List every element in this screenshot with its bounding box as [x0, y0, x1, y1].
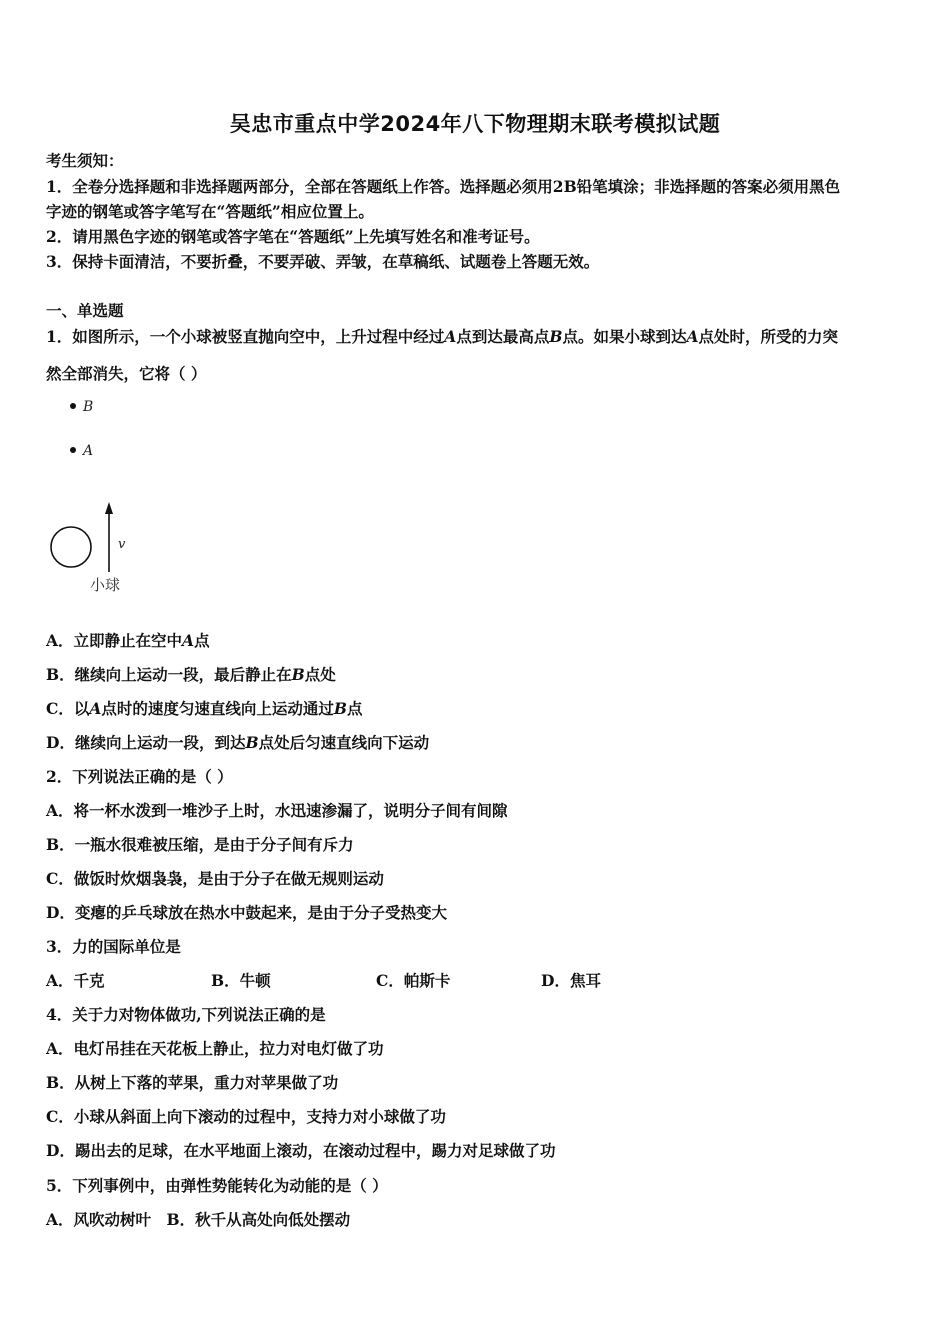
q4-option-a: A．电灯吊挂在天花板上静止，拉力对电灯做了功: [46, 1039, 384, 1058]
q1-option-b: B．继续向上运动一段，最后静止在B点处: [46, 665, 336, 684]
q2-option-c: C．做饭时炊烟袅袅，是由于分子在做无规则运动: [46, 869, 384, 888]
q3-stem: 3．力的国际单位是: [46, 937, 181, 956]
q4-stem: 4．关于力对物体做功,下列说法正确的是: [46, 1005, 326, 1024]
q4-option-c: C．小球从斜面上向下滚动的过程中，支持力对小球做了功: [46, 1107, 446, 1126]
point-a-label: A: [83, 443, 94, 459]
q1-stem-line1: 1．如图所示，一个小球被竖直抛向空中，上升过程中经过A点到达最高点B点。如果小球到达A点处时，所受的力突: [46, 327, 839, 346]
q1-stem-line2: 然全部消失，它将（ ）: [46, 364, 207, 383]
section-heading: 一、单选题: [46, 301, 124, 320]
ball-label: 小球: [90, 576, 121, 594]
q3-option-d: D．焦耳: [541, 971, 601, 990]
point-a-dot: [70, 447, 76, 453]
velocity-arrow-head: [105, 502, 113, 514]
q2-option-d: D．变瘪的乒乓球放在热水中鼓起来，是由于分子受热变大: [46, 903, 447, 922]
q5-stem: 5．下列事例中，由弹性势能转化为动能的是（ ）: [46, 1176, 388, 1195]
q4-option-d: D．踢出去的足球，在水平地面上滚动，在滚动过程中，踢力对足球做了功: [46, 1141, 556, 1160]
q2-option-b: B．一瓶水很难被压缩，是由于分子间有斥力: [46, 835, 354, 854]
q2-option-a: A．将一杯水泼到一堆沙子上时，水迅速渗漏了，说明分子间有间隙: [46, 801, 508, 820]
velocity-label: v: [118, 537, 126, 552]
q5-options-ab: A．风吹动树叶 B．秋千从高处向低处摆动: [46, 1210, 351, 1229]
q3-option-a: A．千克: [46, 971, 105, 990]
notice-item-1: 1．全卷分选择题和非选择题两部分，全部在答题纸上作答。选择题必须用2B铅笔填涂；非选择题的答案必须用黑色: [46, 177, 841, 196]
notice-item-3: 3．保持卡面清洁，不要折叠，不要弄破、弄皱，在草稿纸、试题卷上答题无效。: [46, 252, 600, 271]
notice-heading: 考生须知：: [46, 151, 124, 170]
notice-item-2: 2．请用黑色字迹的钢笔或答字笔在“答题纸”上先填写姓名和准考证号。: [46, 227, 540, 246]
point-b-dot: [70, 403, 76, 409]
q1-option-d: D．继续向上运动一段，到达B点处后匀速直线向下运动: [46, 733, 430, 752]
point-b-label: B: [83, 399, 94, 415]
q3-option-c: C．帕斯卡: [376, 971, 451, 990]
q4-option-b: B．从树上下落的苹果，重力对苹果做了功: [46, 1073, 339, 1092]
q1-figure: [40, 390, 160, 605]
q1-option-c: C．以A点时的速度匀速直线向上运动通过B点: [46, 699, 363, 718]
page-title: 吴忠市重点中学2024年八下物理期末联考模拟试题: [229, 112, 721, 136]
q1-option-a: A．立即静止在空中A点: [46, 631, 210, 650]
notice-item-1-cont: 字迹的钢笔或答字笔写在“答题纸”相应位置上。: [46, 202, 374, 221]
ball-icon: [51, 527, 91, 567]
q3-option-b: B．牛顿: [211, 971, 271, 990]
q2-stem: 2．下列说法正确的是（ ）: [46, 767, 233, 786]
